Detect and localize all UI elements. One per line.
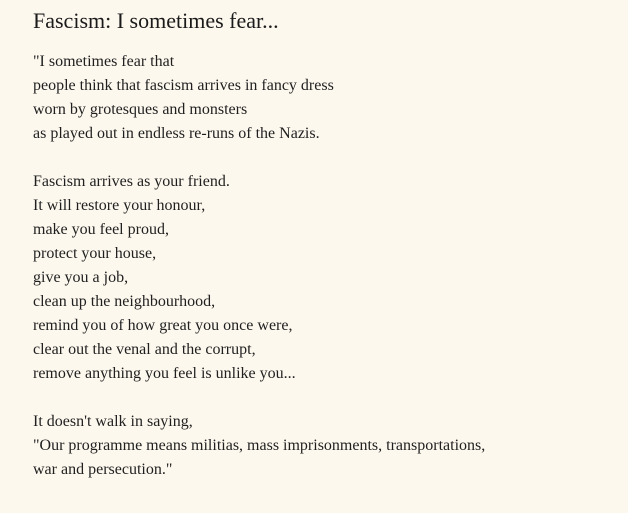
poem-line: protect your house, (33, 245, 157, 262)
poem-line: "Our programme means militias, mass imprisonments, transportations, (33, 437, 486, 454)
poem-line: war and persecution." (33, 461, 173, 478)
stanza-3 (33, 410, 628, 482)
poem-line: give you a job, (33, 269, 129, 286)
poem-line: as played out in endless re-runs of the Nazis. (33, 125, 320, 142)
page-title: Fascism: I sometimes fear... (33, 8, 279, 33)
poem-line: make you feel proud, (33, 221, 169, 238)
poem-line: people think that fascism arrives in fancy dress (33, 77, 334, 94)
stanza-2 (33, 170, 628, 386)
poem-line: "I sometimes fear that (33, 53, 175, 70)
poem-line: Fascism arrives as your friend. (33, 173, 230, 190)
stanza-1 (33, 50, 628, 146)
poem-line: worn by grotesques and monsters (33, 101, 248, 118)
poem-line: remind you of how great you once were, (33, 317, 293, 334)
poem-line: clean up the neighbourhood, (33, 293, 216, 310)
poem-line: It doesn't walk in saying, (33, 413, 193, 430)
poem-line: It will restore your honour, (33, 197, 206, 214)
poem-line: clear out the venal and the corrupt, (33, 341, 256, 358)
poem-line: remove anything you feel is unlike you... (33, 365, 296, 382)
